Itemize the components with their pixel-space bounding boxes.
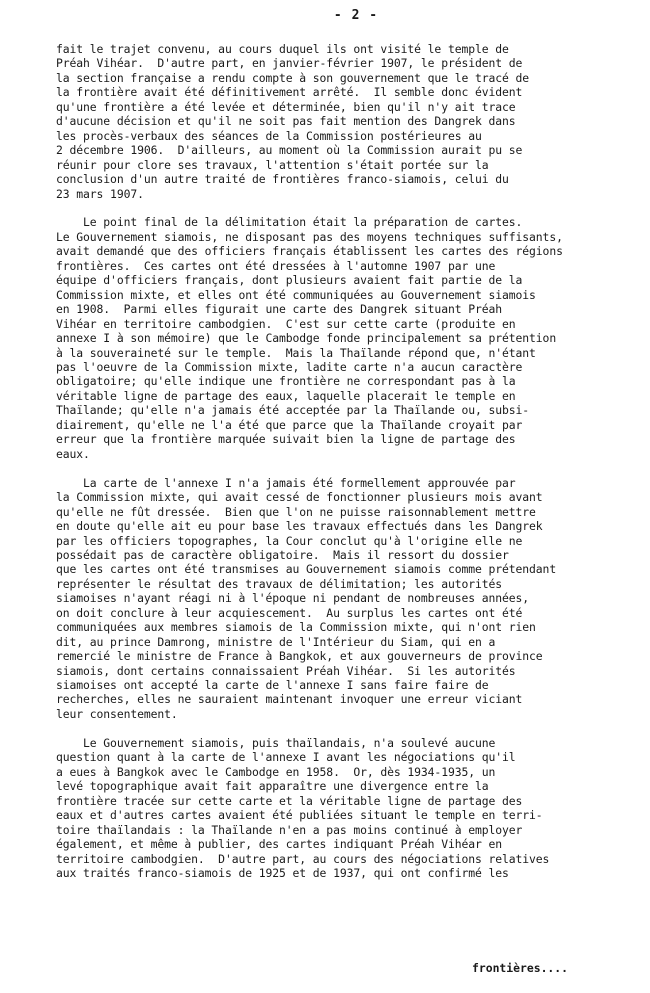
text-line: eaux et d'autres cartes avaient été publiées situant le temple en terri- [56,808,543,823]
text-line: dit, au prince Damrong, ministre de l'Intérieur du Siam, qui en a [56,634,496,649]
text-line: siamoises n'ayant réagi ni à l'époque ni pendant de nombreuses années, [56,591,530,606]
text-line: question quant à la carte de l'annexe I avant les négociations qu'il [56,750,516,765]
text-line: représenter le résultat des travaux de délimitation; les autorités [56,576,503,591]
text-line: réunir pour clore ses travaux, l'attention s'était portée sur la [56,157,489,172]
text-line: communiquées aux membres siamois de la Commission mixte, qui n'ont rien [56,620,536,635]
text-line: également, et même à publier, des cartes indiquant Préah Vihéar en [56,837,503,852]
text-line: 2 décembre 1906. D'ailleurs, au moment où la Commission aurait pu se [56,143,523,158]
catchword: frontières.... [472,961,569,975]
text-line: territoire cambodgien. D'autre part, au cours des négociations relatives [56,851,550,866]
text-line: en doute qu'elle ait eu pour base les travaux effectués dans les Dangrek [56,519,543,534]
text-line: les procès-verbaux des séances de la Commission postérieures au [56,128,482,143]
text-line: conclusion d'un autre traité de frontières franco-siamois, celui du [56,172,509,187]
text-line: véritable ligne de partage des eaux, laquelle placerait le temple en [56,388,516,403]
text-line: Préah Vihéar. D'autre part, en janvier-février 1907, le président de [56,56,523,71]
text-line: Vihéar en territoire cambodgien. C'est sur cette carte (produite en [56,316,516,331]
text-line: siamoises ont accepté la carte de l'annexe I sans faire faire de [56,678,489,693]
text-line: avait demandé que des officiers français établissent les cartes des régions [56,244,563,259]
text-line: aux traités franco-siamois de 1925 et de 1937, qui ont confirmé les [56,865,509,880]
text-line: Le point final de la délimitation était la préparation de cartes. [56,215,523,230]
text-line: obligatoire; qu'elle indique une frontière ne correspondant pas à la [56,374,516,389]
text-line: leur consentement. [56,706,178,721]
text-line: d'aucune décision et qu'il ne soit pas fait mention des Dangrek dans [56,114,516,129]
text-line: annexe I à son mémoire) que le Cambodge fonde principalement sa prétention [56,331,557,346]
text-line: siamois, dont certains connaissaient Préah Vihéar. Si les autorités [56,663,516,678]
paragraph-2 [56,215,606,461]
text-line: eaux. [56,446,90,461]
text-line: levé topographique avait fait apparaître une divergence entre la [56,779,489,794]
text-line: frontière tracée sur cette carte et la véritable ligne de partage des [56,793,523,808]
paragraph-4 [56,736,606,881]
text-line: par les officiers topographes, la Cour conclut qu'à l'origine elle ne [56,533,523,548]
text-line: qu'une frontière a été levée et déterminée, bien qu'il n'y ait trace [56,99,516,114]
text-line: pas l'oeuvre de la Commission mixte, ladite carte n'a aucun caractère [56,360,523,375]
text-line: la frontière avait été définitivement arrêté. Il semble donc évident [56,85,523,100]
text-line: que les cartes ont été transmises au Gouvernement siamois comme prétendant [56,562,557,577]
text-line: recherches, elles ne sauraient maintenant invoquer une erreur viciant [56,692,523,707]
text-line: on doit conclure à leur acquiescement. Au surplus les cartes ont été [56,605,523,620]
text-line: qu'elle ne fût dressée. Bien que l'on ne puisse raisonnablement mettre [56,504,536,519]
text-line: diairement, qu'elle ne l'a été que parce que la Thaïlande croyait par [56,417,523,432]
text-line: possédait pas de caractère obligatoire. Mais il ressort du dossier [56,547,509,562]
text-line: la Commission mixte, qui avait cessé de fonctionner plusieurs mois avant [56,490,543,505]
text-line: en 1908. Parmi elles figurait une carte des Dangrek situant Préah [56,302,503,317]
text-line: erreur que la frontière marquée suivait bien la ligne de partage des [56,432,516,447]
text-line: équipe d'officiers français, dont plusieurs avaient fait partie de la [56,273,523,288]
text-line: Le Gouvernement siamois, puis thaïlandais, n'a soulevé aucune [56,735,496,750]
text-line: toire thaïlandais : la Thaïlande n'en a pas moins continué à employer [56,822,523,837]
text-line: 23 mars 1907. [56,186,144,201]
text-line: fait le trajet convenu, au cours duquel ils ont visité le temple de [56,42,509,56]
text-line: Commission mixte, et elles ont été communiquées au Gouvernement siamois [56,287,536,302]
text-line: à la souveraineté sur le temple. Mais la Thaïlande répond que, n'étant [56,345,536,360]
paragraph-3 [56,476,606,722]
text-line: la section française a rendu compte à son gouvernement que le tracé de [56,70,530,85]
text-line: a eues à Bangkok avec le Cambodge en 1958. Or, dès 1934-1935, un [56,764,496,779]
text-line: remercié le ministre de France à Bangkok, et aux gouverneurs de province [56,649,543,664]
page-number: - 2 - [333,8,379,23]
text-line: Thaïlande; qu'elle n'a jamais été acceptée par la Thaïlande ou, subsi- [56,403,530,418]
paragraph-1 [56,42,606,201]
text-line: frontières. Ces cartes ont été dressées à l'automne 1907 par une [56,258,496,273]
text-line: Le Gouvernement siamois, ne disposant pas des moyens techniques suffisants, [56,229,563,244]
text-line: La carte de l'annexe I n'a jamais été formellement approuvée par [56,475,516,490]
